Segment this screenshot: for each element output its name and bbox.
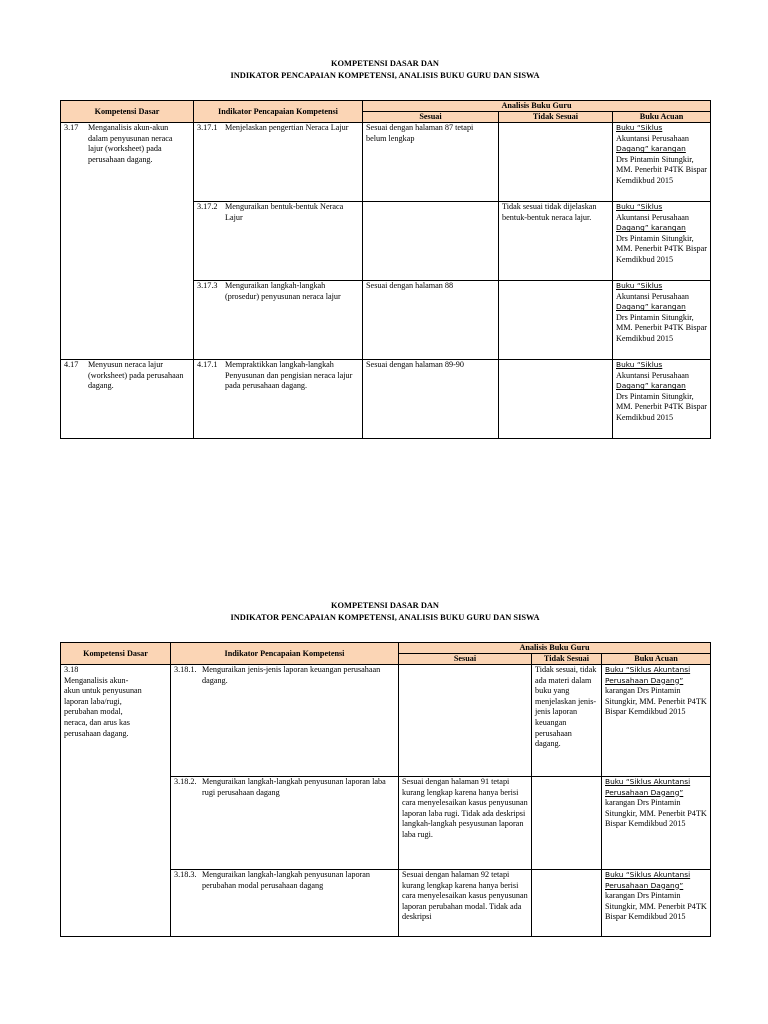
acuan-author-publisher: Drs Pintamin Situngkir, MM. Penerbit P4TK Bispar Kemdikbud 2015 [616, 312, 707, 343]
indicator-cell [194, 281, 363, 360]
indicator-text: Menguraikan langkah-langkah (prosedur) penyusunan neraca lajur [225, 281, 341, 301]
doc-title-line2: INDIKATOR PENCAPAIAN KOMPETENSI, ANALISIS BUKU GURU DAN SISWA [230, 613, 540, 622]
tidak-sesuai-cell [499, 281, 613, 360]
sesuai-cell: Sesuai dengan halaman 91 tetapi kurang lengkap karena hanya berisi cara menyelesaikan kasus penyusunan laporan laba rugi. Tidak ada deskripsi langkah-langkah pesyusunan laporan laba rugi. [399, 777, 532, 870]
sesuai-cell: Sesuai dengan halaman 88 [363, 281, 499, 360]
sesuai-cell: Sesuai dengan halaman 92 tetapi kurang lengkap karena hanya berisi cara menyelesaikan kasus penyusunan laporan perubahan modal. Tidak ada deskripsi [399, 870, 532, 937]
kd-number: 4.17 [64, 360, 79, 369]
acuan-book-title: Buku “Siklus Akuntansi [605, 777, 691, 786]
doc-title-line1: KOMPETENSI DASAR DAN [331, 59, 439, 68]
buku-acuan-cell [613, 281, 711, 360]
acuan-book-title-cont: Akuntansi Perusahaan [616, 133, 689, 143]
acuan-book-title: Buku “Siklus [616, 202, 663, 211]
indicator-text: Menguraikan langkah-langkah penyusunan laporan perubahan modal perusahaan dagang [202, 870, 371, 890]
competency-table-1 [60, 100, 711, 439]
acuan-book-title: Buku “Siklus Akuntansi [605, 665, 691, 674]
indicator-number: 3.17.3 [197, 281, 218, 290]
acuan-book-title: Buku “Siklus [616, 281, 663, 290]
indicator-cell [194, 202, 363, 281]
buku-acuan-cell [602, 665, 711, 777]
tidak-sesuai-cell [499, 123, 613, 202]
header-sesuai: Sesuai [363, 112, 499, 123]
doc-title-line2: INDIKATOR PENCAPAIAN KOMPETENSI, ANALISIS BUKU GURU DAN SISWA [230, 71, 540, 80]
buku-acuan-cell [613, 123, 711, 202]
kd-cell [61, 123, 194, 360]
indicator-number: 3.18.1. [174, 665, 197, 674]
kd-number: 3.18 [64, 665, 79, 674]
tidak-sesuai-cell [532, 870, 602, 937]
indicator-text: Mempraktikkan langkah-langkah Penyusunan dan pengisian neraca lajur pada perusahaan dagang. [225, 360, 353, 391]
indicator-cell [194, 123, 363, 202]
acuan-author-publisher: Drs Pintamin Situngkir, MM. Penerbit P4TK Bispar Kemdikbud 2015 [616, 391, 707, 422]
indicator-text: Menguraikan bentuk-bentuk Neraca Lajur [225, 202, 344, 222]
acuan-book-title: Buku “Siklus [616, 360, 663, 369]
indicator-cell [171, 777, 399, 870]
header-kompetensi-dasar: Kompetensi Dasar [61, 643, 171, 665]
header-kompetensi-dasar: Kompetensi Dasar [61, 101, 194, 123]
kd-text: Menganalisis akun-akun dalam penyusunan neraca lajur (worksheet) pada perusahaan dagang. [88, 123, 173, 164]
buku-acuan-cell [613, 360, 711, 439]
acuan-author-publisher: karangan Drs Pintamin Situngkir, MM. Penerbit P4TK Bispar Kemdikbud 2015 [605, 891, 707, 922]
header-analisis-buku-guru: Analisis Buku Guru [399, 643, 711, 654]
acuan-book-title-end: Dagang” karangan [616, 144, 686, 154]
tidak-sesuai-cell [499, 360, 613, 439]
indicator-number: 4.17.1 [197, 360, 218, 369]
tidak-sesuai-cell: Tidak sesuai, tidak ada materi dalam buku yang menjelaskan jenis-jenis laporan keuangan perusahaan dagang. [532, 665, 602, 777]
indicator-cell [171, 870, 399, 937]
acuan-book-title-end: Dagang” karangan [616, 381, 686, 391]
indicator-text: Menguraikan langkah-langkah penyusunan laporan laba rugi perusahaan dagang [202, 777, 386, 797]
acuan-book-title-end: Dagang” karangan [616, 223, 686, 233]
indicator-number: 3.17.1 [197, 123, 218, 132]
sesuai-cell: Sesuai dengan halaman 87 tetapi belum lengkap [363, 123, 499, 202]
table-row [61, 665, 711, 777]
kd-text: Menyusun neraca lajur (worksheet) pada perusahaan dagang. [88, 360, 184, 391]
acuan-author-publisher: karangan Drs Pintamin Situngkir, MM. Penerbit P4TK Bispar Kemdikbud 2015 [605, 686, 707, 717]
acuan-book-title-end: Perusahaan Dagang” [605, 675, 684, 685]
header-indikator: Indikator Pencapaian Kompetensi [194, 101, 363, 123]
header-buku-acuan: Buku Acuan [602, 654, 711, 665]
indicator-number: 3.17.2 [197, 202, 218, 211]
sesuai-cell [399, 665, 532, 777]
tidak-sesuai-cell [532, 777, 602, 870]
indicator-number: 3.18.2. [174, 777, 197, 786]
acuan-book-title-end: Perusahaan Dagang” [605, 880, 684, 890]
kd-cell [61, 665, 171, 937]
buku-acuan-cell [602, 870, 711, 937]
acuan-book-title-cont: Akuntansi Perusahaan [616, 212, 689, 222]
header-analisis-buku-guru: Analisis Buku Guru [363, 101, 711, 112]
acuan-author-publisher: karangan Drs Pintamin Situngkir, MM. Penerbit P4TK Bispar Kemdikbud 2015 [605, 798, 707, 829]
acuan-book-title: Buku “Siklus Akuntansi [605, 870, 691, 879]
indicator-number: 3.18.3. [174, 870, 197, 879]
table-row [61, 123, 711, 202]
acuan-book-title: Buku “Siklus [616, 123, 663, 132]
buku-acuan-cell [613, 202, 711, 281]
sesuai-cell: Sesuai dengan halaman 89-90 [363, 360, 499, 439]
table-row [61, 360, 711, 439]
indicator-text: Menjelaskan pengertian Neraca Lajur [225, 123, 349, 132]
acuan-book-title-end: Dagang” karangan [616, 302, 686, 312]
acuan-book-title-end: Perusahaan Dagang” [605, 787, 684, 797]
header-tidak-sesuai: Tidak Sesuai [532, 654, 602, 665]
indicator-cell [171, 665, 399, 777]
acuan-book-title-cont: Akuntansi Perusahaan [616, 370, 689, 380]
kd-cell [61, 360, 194, 439]
buku-acuan-cell [602, 777, 711, 870]
indicator-cell [194, 360, 363, 439]
acuan-book-title-cont: Akuntansi Perusahaan [616, 291, 689, 301]
header-sesuai: Sesuai [399, 654, 532, 665]
kd-text: Menganalisis akun-akun untuk penyusunan laporan laba/rugi, perubahan modal, neraca, dan arus kas perusahaan dagang. [64, 675, 142, 738]
section-2 [60, 600, 710, 937]
header-tidak-sesuai: Tidak Sesuai [499, 112, 613, 123]
competency-table-2 [60, 642, 711, 937]
section-1 [60, 58, 710, 439]
indicator-text: Menguraikan jenis-jenis laporan keuangan perusahaan dagang. [202, 665, 381, 685]
tidak-sesuai-cell: Tidak sesuai tidak dijelaskan bentuk-bentuk neraca lajur. [499, 202, 613, 281]
doc-title-line1: KOMPETENSI DASAR DAN [331, 601, 439, 610]
header-indikator: Indikator Pencapaian Kompetensi [171, 643, 399, 665]
sesuai-cell [363, 202, 499, 281]
acuan-author-publisher: Drs Pintamin Situngkir, MM. Penerbit P4TK Bispar Kemdikbud 2015 [616, 233, 707, 264]
kd-number: 3.17 [64, 123, 79, 132]
acuan-author-publisher: Drs Pintamin Situngkir, MM. Penerbit P4TK Bispar Kemdikbud 2015 [616, 154, 707, 185]
header-buku-acuan: Buku Acuan [613, 112, 711, 123]
